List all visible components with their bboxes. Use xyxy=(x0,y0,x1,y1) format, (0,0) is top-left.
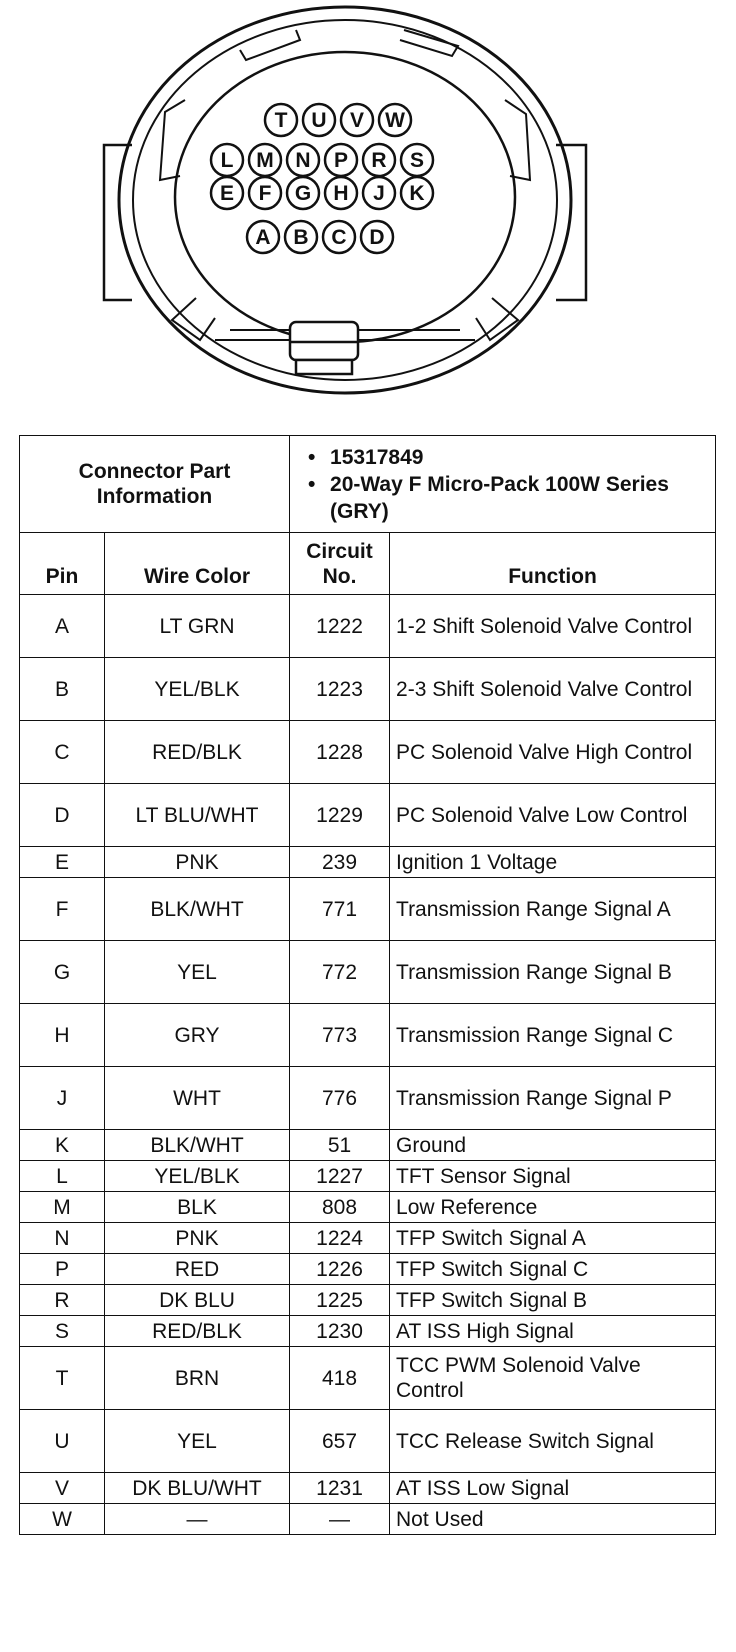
function-cell: Low Reference xyxy=(390,1192,716,1223)
pin-cell: L xyxy=(20,1161,105,1192)
circuit-cell: 657 xyxy=(290,1410,390,1473)
wire-color-cell: BLK/WHT xyxy=(105,1130,290,1161)
pin-w xyxy=(379,104,411,136)
table-row xyxy=(20,1347,716,1410)
table-row xyxy=(20,1316,716,1347)
pin-cell: P xyxy=(20,1254,105,1285)
function-cell: TFP Switch Signal A xyxy=(390,1223,716,1254)
wire-color-cell: YEL/BLK xyxy=(105,658,290,721)
function-cell: AT ISS Low Signal xyxy=(390,1473,716,1504)
connector-pins xyxy=(211,104,433,253)
table-row xyxy=(20,595,716,658)
circuit-cell: 1227 xyxy=(290,1161,390,1192)
pinout-table xyxy=(19,435,716,1535)
circuit-cell: 772 xyxy=(290,941,390,1004)
wire-color-cell: — xyxy=(105,1504,290,1535)
function-cell: AT ISS High Signal xyxy=(390,1316,716,1347)
pin-h xyxy=(325,177,357,209)
pin-cell: G xyxy=(20,941,105,1004)
wire-color-cell: PNK xyxy=(105,1223,290,1254)
pin-label: T xyxy=(274,109,288,132)
wire-color-cell: GRY xyxy=(105,1004,290,1067)
pin-label: C xyxy=(331,226,347,249)
wire-color-cell: BLK xyxy=(105,1192,290,1223)
pinout-rows xyxy=(20,595,716,1535)
table-row xyxy=(20,1254,716,1285)
wire-color-cell: BRN xyxy=(105,1347,290,1410)
pin-cell: W xyxy=(20,1504,105,1535)
table-row xyxy=(20,1192,716,1223)
pin-label: A xyxy=(255,226,271,249)
wire-color-cell: LT BLU/WHT xyxy=(105,784,290,847)
pin-a xyxy=(247,221,279,253)
circuit-cell: — xyxy=(290,1504,390,1535)
circuit-cell: 808 xyxy=(290,1192,390,1223)
function-cell: Ignition 1 Voltage xyxy=(390,847,716,878)
function-cell: Not Used xyxy=(390,1504,716,1535)
function-cell: Transmission Range Signal C xyxy=(390,1004,716,1067)
wire-color-cell: RED/BLK xyxy=(105,721,290,784)
connector-face-diagram xyxy=(0,0,736,420)
pin-cell: B xyxy=(20,658,105,721)
function-cell: TCC Release Switch Signal xyxy=(390,1410,716,1473)
connector-part-info-label: Connector Part Information xyxy=(20,436,290,533)
pin-label: L xyxy=(220,149,234,172)
wire-color-cell: RED/BLK xyxy=(105,1316,290,1347)
pin-cell: E xyxy=(20,847,105,878)
table-row xyxy=(20,1473,716,1504)
pin-label: S xyxy=(409,149,425,172)
function-cell: TCC PWM Solenoid Valve Control xyxy=(390,1347,716,1410)
info-list xyxy=(296,440,709,529)
pin-cell: F xyxy=(20,878,105,941)
pin-n xyxy=(287,144,319,176)
pin-cell: H xyxy=(20,1004,105,1067)
pin-label: W xyxy=(385,109,405,132)
function-cell: Transmission Range Signal P xyxy=(390,1067,716,1130)
table-row xyxy=(20,721,716,784)
circuit-cell: 773 xyxy=(290,1004,390,1067)
pin-label: G xyxy=(294,182,312,205)
header-pin: Pin xyxy=(20,533,105,595)
circuit-cell: 1226 xyxy=(290,1254,390,1285)
connector-info-row xyxy=(20,436,716,533)
pin-l xyxy=(211,144,243,176)
pin-g xyxy=(287,177,319,209)
pin-u xyxy=(303,104,335,136)
circuit-cell: 1224 xyxy=(290,1223,390,1254)
pin-label: P xyxy=(333,149,349,172)
pin-cell: D xyxy=(20,784,105,847)
header-circuit-no: Circuit No. xyxy=(290,533,390,595)
wire-color-cell: WHT xyxy=(105,1067,290,1130)
circuit-cell: 1228 xyxy=(290,721,390,784)
table-row xyxy=(20,1410,716,1473)
function-cell: 1-2 Shift Solenoid Valve Control xyxy=(390,595,716,658)
pin-cell: R xyxy=(20,1285,105,1316)
pin-cell: T xyxy=(20,1347,105,1410)
pin-cell: C xyxy=(20,721,105,784)
function-cell: Ground xyxy=(390,1130,716,1161)
table-row xyxy=(20,658,716,721)
function-cell: TFP Switch Signal C xyxy=(390,1254,716,1285)
circuit-cell: 1223 xyxy=(290,658,390,721)
table-row xyxy=(20,1067,716,1130)
pin-cell: M xyxy=(20,1192,105,1223)
connector-part-info-values xyxy=(290,436,716,533)
wire-color-cell: BLK/WHT xyxy=(105,878,290,941)
table-row xyxy=(20,1285,716,1316)
column-header-row xyxy=(20,533,716,595)
pin-cell: K xyxy=(20,1130,105,1161)
wire-color-cell: LT GRN xyxy=(105,595,290,658)
pin-label: U xyxy=(311,109,327,132)
table-row xyxy=(20,1004,716,1067)
function-cell: PC Solenoid Valve Low Control xyxy=(390,784,716,847)
connector-key-tab xyxy=(290,322,358,374)
pin-cell: S xyxy=(20,1316,105,1347)
pin-label: E xyxy=(219,182,235,205)
circuit-cell: 1229 xyxy=(290,784,390,847)
pin-label: V xyxy=(349,109,365,132)
circuit-cell: 1230 xyxy=(290,1316,390,1347)
pin-label: K xyxy=(409,182,425,205)
circuit-cell: 776 xyxy=(290,1067,390,1130)
function-cell: 2-3 Shift Solenoid Valve Control xyxy=(390,658,716,721)
table-row xyxy=(20,1130,716,1161)
pin-cell: U xyxy=(20,1410,105,1473)
circuit-cell: 1222 xyxy=(290,595,390,658)
wire-color-cell: YEL/BLK xyxy=(105,1161,290,1192)
pin-label: H xyxy=(333,182,349,205)
wire-color-cell: DK BLU/WHT xyxy=(105,1473,290,1504)
table-row xyxy=(20,1161,716,1192)
circuit-cell: 418 xyxy=(290,1347,390,1410)
pin-t xyxy=(265,104,297,136)
wire-color-cell: YEL xyxy=(105,1410,290,1473)
function-cell: Transmission Range Signal B xyxy=(390,941,716,1004)
pin-m xyxy=(249,144,281,176)
part-number: • 15317849 xyxy=(306,444,709,471)
wire-color-cell: RED xyxy=(105,1254,290,1285)
header-wire-color: Wire Color xyxy=(105,533,290,595)
pin-label: D xyxy=(369,226,385,249)
table-row xyxy=(20,784,716,847)
pin-j xyxy=(363,177,395,209)
circuit-cell: 1231 xyxy=(290,1473,390,1504)
circuit-cell: 771 xyxy=(290,878,390,941)
pin-label: M xyxy=(256,149,274,172)
pin-label: B xyxy=(293,226,309,249)
connector-description: • 20-Way F Micro-Pack 100W Series (GRY) xyxy=(306,471,709,525)
table-row xyxy=(20,1504,716,1535)
circuit-cell: 1225 xyxy=(290,1285,390,1316)
function-cell: TFT Sensor Signal xyxy=(390,1161,716,1192)
table-row xyxy=(20,847,716,878)
pin-v xyxy=(341,104,373,136)
table-row xyxy=(20,1223,716,1254)
circuit-cell: 51 xyxy=(290,1130,390,1161)
pin-c xyxy=(323,221,355,253)
function-cell: PC Solenoid Valve High Control xyxy=(390,721,716,784)
pin-cell: A xyxy=(20,595,105,658)
function-cell: TFP Switch Signal B xyxy=(390,1285,716,1316)
pin-d xyxy=(361,221,393,253)
pin-cell: N xyxy=(20,1223,105,1254)
pin-b xyxy=(285,221,317,253)
header-function: Function xyxy=(390,533,716,595)
pin-e xyxy=(211,177,243,209)
pin-p xyxy=(325,144,357,176)
pin-k xyxy=(401,177,433,209)
table-row xyxy=(20,878,716,941)
pin-r xyxy=(363,144,395,176)
pin-label: J xyxy=(373,182,385,205)
pin-s xyxy=(401,144,433,176)
function-cell: Transmission Range Signal A xyxy=(390,878,716,941)
pin-f xyxy=(249,177,281,209)
pin-label: R xyxy=(371,149,387,172)
pin-cell: V xyxy=(20,1473,105,1504)
pin-label: N xyxy=(295,149,311,172)
wire-color-cell: PNK xyxy=(105,847,290,878)
table-row xyxy=(20,941,716,1004)
wire-color-cell: DK BLU xyxy=(105,1285,290,1316)
circuit-cell: 239 xyxy=(290,847,390,878)
pin-cell: J xyxy=(20,1067,105,1130)
wire-color-cell: YEL xyxy=(105,941,290,1004)
pin-label: F xyxy=(258,182,272,205)
